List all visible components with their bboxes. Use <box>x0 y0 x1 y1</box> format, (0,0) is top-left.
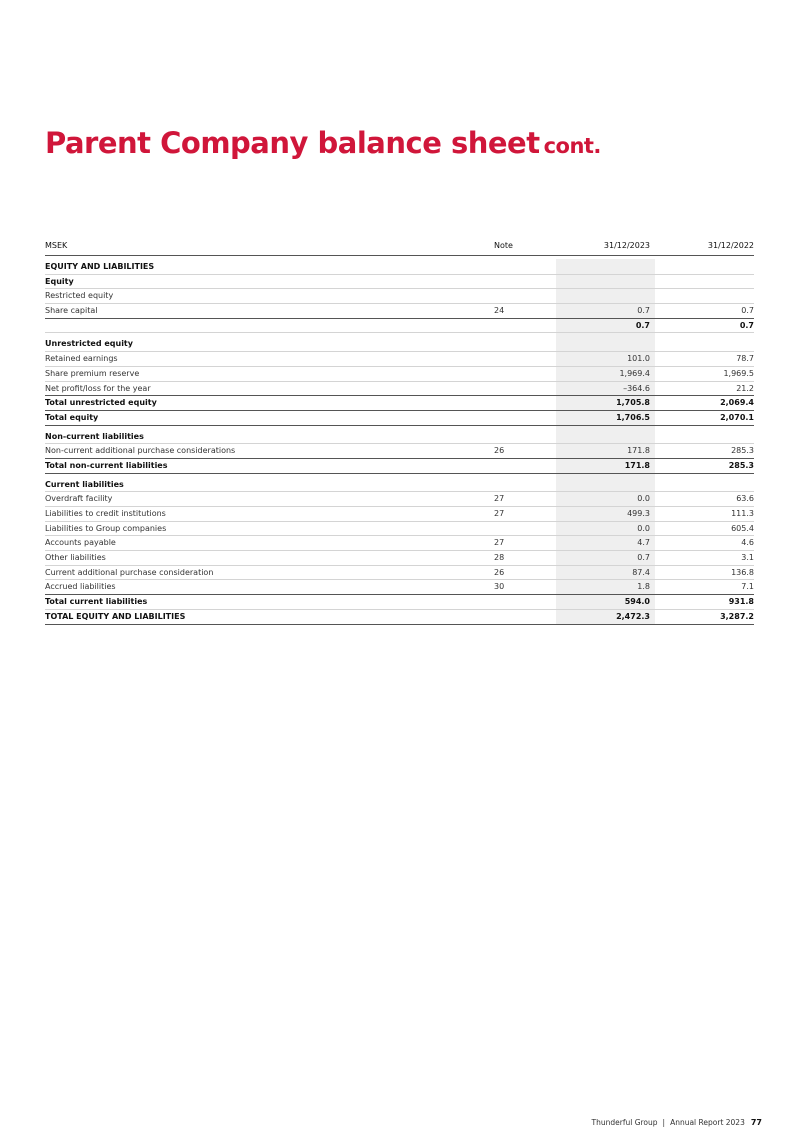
row-value-2023: –364.6 <box>623 383 650 393</box>
row-value-2023: 4.7 <box>637 538 650 548</box>
row-value-2022: 4.6 <box>741 538 754 548</box>
page-footer <box>592 1117 762 1129</box>
row-label: Total equity <box>45 412 99 422</box>
table-row <box>45 595 754 610</box>
table-row <box>45 352 754 367</box>
row-value-2022: 78.7 <box>736 354 754 364</box>
row-label: Share capital <box>45 306 98 316</box>
row-value-2023: 171.8 <box>624 460 650 470</box>
row-value-2022: 3.1 <box>741 553 754 563</box>
footer-report: Annual Report 2023 <box>670 1118 745 1127</box>
table-row <box>45 275 754 290</box>
row-note: 26 <box>494 446 505 456</box>
row-label: Restricted equity <box>45 291 114 301</box>
row-value-2022: 285.3 <box>728 460 754 470</box>
row-label: Liabilities to Group companies <box>45 523 167 533</box>
footer-separator: | <box>662 1118 666 1127</box>
row-label: Current additional purchase consideration <box>45 567 214 577</box>
row-label: Total non-current liabilities <box>45 460 168 470</box>
row-label: Retained earnings <box>45 354 118 364</box>
row-label: Current liabilities <box>45 479 124 489</box>
row-note: 28 <box>494 553 505 563</box>
table-row <box>45 459 754 474</box>
row-label: Equity <box>45 276 74 286</box>
table-row <box>45 522 754 537</box>
row-label: TOTAL EQUITY AND LIABILITIES <box>45 611 186 621</box>
row-label: Total unrestricted equity <box>45 398 157 408</box>
table-row <box>45 507 754 522</box>
table-row <box>45 580 754 595</box>
table-row <box>45 260 754 275</box>
row-label: Net profit/loss for the year <box>45 383 151 393</box>
table-row <box>45 382 754 397</box>
table-row <box>45 396 754 411</box>
row-value-2022: 2,069.4 <box>720 398 754 408</box>
table-row <box>45 367 754 382</box>
row-value-2022: 285.3 <box>731 446 754 456</box>
row-value-2022: 3,287.2 <box>720 611 754 621</box>
row-value-2022: 0.7 <box>739 320 754 330</box>
page-title-suffix: cont. <box>543 134 601 158</box>
table-row <box>45 610 754 625</box>
row-note: 27 <box>494 494 505 504</box>
row-label: Accounts payable <box>45 538 116 548</box>
row-value-2022: 931.8 <box>728 597 754 607</box>
row-note: 26 <box>494 567 505 577</box>
footer-company: Thunderful Group <box>591 1118 658 1127</box>
row-value-2023: 171.8 <box>627 446 650 456</box>
row-label: Share premium reserve <box>45 368 140 378</box>
table-row <box>45 319 754 334</box>
table-row <box>45 289 754 304</box>
header-2022: 31/12/2022 <box>707 241 754 250</box>
table-row <box>45 337 754 352</box>
row-value-2022: 63.6 <box>736 494 754 504</box>
table-row <box>45 304 754 319</box>
row-value-2022: 1,969.5 <box>723 368 754 378</box>
row-label: Non-current liabilities <box>45 431 144 441</box>
row-value-2023: 0.0 <box>637 494 650 504</box>
row-value-2023: 101.0 <box>627 354 650 364</box>
row-value-2023: 0.0 <box>637 523 650 533</box>
row-value-2023: 0.7 <box>637 306 650 316</box>
row-value-2022: 111.3 <box>731 509 754 518</box>
row-note: 24 <box>494 306 505 316</box>
page-title-main: Parent Company balance sheet <box>45 126 540 160</box>
page-number: 77 <box>750 1118 762 1127</box>
table-row <box>45 444 754 459</box>
row-label: Total current liabilities <box>45 597 148 607</box>
balance-sheet-table <box>45 237 754 625</box>
header-msek: MSEK <box>45 241 68 250</box>
row-label: Non-current additional purchase considerations <box>45 446 236 456</box>
table-row <box>45 536 754 551</box>
row-value-2023: 0.7 <box>637 553 650 563</box>
row-note: 27 <box>494 509 505 518</box>
row-value-2023: 1.8 <box>637 582 650 592</box>
row-label: Accrued liabilities <box>45 582 116 592</box>
row-value-2023: 499.3 <box>627 509 650 518</box>
row-value-2022: 605.4 <box>731 523 754 533</box>
row-note: 27 <box>494 538 505 548</box>
row-value-2023: 1,706.5 <box>616 412 650 422</box>
row-value-2023: 87.4 <box>632 567 650 577</box>
table-row <box>45 566 754 581</box>
row-label: Unrestricted equity <box>45 339 133 349</box>
row-note: 30 <box>494 582 505 592</box>
row-label: Other liabilities <box>45 553 106 563</box>
row-value-2023: 594.0 <box>624 597 650 607</box>
table-row <box>45 411 754 426</box>
page-title <box>45 126 601 160</box>
row-value-2023: 2,472.3 <box>616 611 650 621</box>
table-row <box>45 478 754 493</box>
row-label: Overdraft facility <box>45 494 113 504</box>
row-value-2022: 21.2 <box>736 383 754 393</box>
row-value-2022: 7.1 <box>741 582 754 592</box>
row-label: Liabilities to credit institutions <box>45 509 166 518</box>
table-row <box>45 430 754 445</box>
row-value-2022: 136.8 <box>731 567 754 577</box>
row-value-2022: 0.7 <box>741 306 754 316</box>
row-label: EQUITY AND LIABILITIES <box>45 262 155 271</box>
row-value-2023: 1,969.4 <box>619 368 650 378</box>
row-value-2023: 1,705.8 <box>616 398 650 408</box>
table-row <box>45 551 754 566</box>
row-value-2022: 2,070.1 <box>720 412 754 422</box>
table-header-row <box>45 237 754 256</box>
header-note: Note <box>494 241 513 250</box>
table-row <box>45 492 754 507</box>
row-value-2023: 0.7 <box>635 320 650 330</box>
header-2023: 31/12/2023 <box>603 241 650 250</box>
